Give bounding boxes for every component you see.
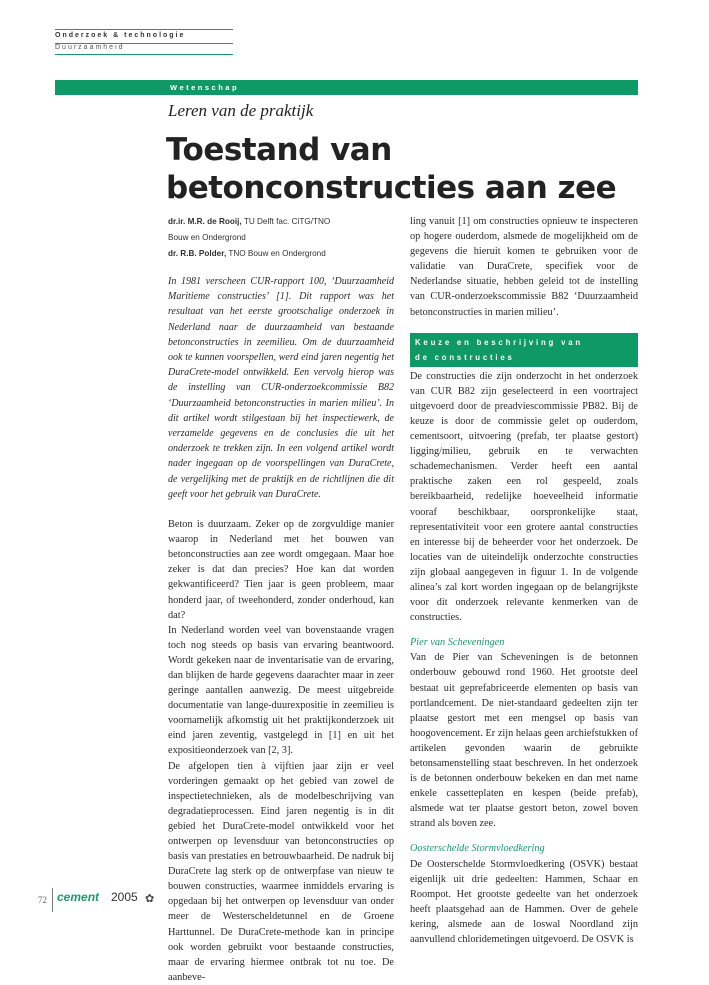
section-heading-line-1: Keuze en beschrijving van bbox=[415, 337, 583, 347]
gear-icon: ✿ bbox=[145, 893, 155, 905]
lead-paragraph: In 1981 verscheen CUR-rapport 100, ‘Duurzaamheid Maritieme constructies’ [1]. Dit rapport was het resultaat van het eerste grootschalige onderzoek in Nederland naar de duurzaamheid van bestaande betonconstructies in zeemilieu. Om de duurzaamheid ook te kunnen voorspellen, werd eind jaren negentig het DuraCrete-model ontwikkeld. Een vervolg hierop was de instelling van CUR-onderzoekcommissie B82 ‘Duurzaamheid betonconstructies in marien milieu’. In dit artikel wordt stilgestaan bij het inspectiewerk, de verzamelde gegevens en de conclusies die uit het onderzoek te trekken zijn. In een volgend artikel wordt nader ingegaan op de voorspellingen van DuraCrete, de vergelijking met de praktijk en de richtlijnen die dit geeft voor het gebruik van DuraCrete. bbox=[168, 276, 394, 500]
left-column bbox=[168, 214, 394, 985]
author-1-name: dr.ir. M.R. de Rooij, bbox=[168, 217, 242, 226]
subheading-pier: Pier van Scheveningen bbox=[410, 637, 505, 649]
right-column bbox=[410, 214, 638, 947]
title-line-2: betonconstructies aan zee bbox=[166, 170, 617, 206]
section-label: Onderzoek & technologie bbox=[55, 32, 186, 39]
category-banner bbox=[55, 80, 638, 95]
subheading-osvk: Oosterschelde Stormvloedkering bbox=[410, 843, 545, 855]
author-2-affiliation: TNO Bouw en Ondergrond bbox=[226, 249, 326, 258]
title-line-1: Toestand van bbox=[166, 132, 392, 168]
author-2-name: dr. R.B. Polder, bbox=[168, 249, 227, 258]
body-paragraph: Van de Pier van Scheveningen is de betonnen onderbouw gebouwd rond 1960. Het grootste deel bestaat uit geprefabriceerde elementen op basis van portlandcement. De niet-standaard gedeelten zijn ter plaatse gestort met een mengsel op basis van hoogovencement. Er zijn helaas geen archiefstukken of artikelen gevonden waarin de gebruikte betonsamenstelling staat beschreven. In het onderzoek is de betonnen onderbouw bekeken en dan met name enkele cassetteplaten en kespen (beide prefab), alsmede wat ter plaatse gestort beton, zowel boven strand als boven zee. bbox=[410, 652, 638, 830]
subsection-label: Duurzaamheid bbox=[55, 44, 125, 51]
section-heading-line-2: de constructies bbox=[415, 352, 515, 362]
body-paragraph: De afgelopen tien à vijftien jaar zijn er veel vorderingen gemaakt op het gebied van zowel de inspectietechnieken, als de modelbeschrijving van degradatieprocessen. Eind jaren negentig is in dit gebied het DuraCrete-model ontwikkeld voor het ontwerpen op levensduur van betonconstructies op basis van prestaties en betrouwbaarheid. De nadruk bij DuraCrete lag sterk op de ontwerpfase van nieuw te bouwen constructies, waarmee inmiddels ervaring is opgedaan bij het ontwerpen op levensduur van onder meer de Westerscheldetunnel en de Groene Harttunnel. De DuraCrete-methode kan in principe ook worden gebruikt voor bestaande constructies, maar de ervaring hiermee ontbrak tot nu toe. De aanbeve- bbox=[168, 760, 394, 983]
author-1-affiliation: TU Delft fac. CiTG/TNO bbox=[241, 217, 331, 226]
body-paragraph: ling vanuit [1] om constructies opnieuw te inspecteren op hogere ouderdom, alsmede de mogelijkheid om de gegevens die hieruit komen te gebruiken voor de validatie van DuraCrete, specifiek voor de Nederlandse situatie, hebben geleid tot de instelling van CUR-onderzoekscommissie B82 ‘Duurzaamheid betonconstructies in marien milieu’. bbox=[410, 216, 638, 318]
article-title bbox=[166, 131, 626, 207]
section-header bbox=[55, 29, 233, 44]
magazine-name: cement bbox=[57, 890, 100, 904]
page-footer bbox=[38, 888, 198, 910]
magazine-year: 2005 bbox=[111, 890, 138, 904]
body-paragraph: De constructies die zijn onderzocht in het onderzoek van CUR B82 zijn geselecteerd in een voortraject uitgevoerd door de preadviescommissie PB82. Bij de keuze is door de commissie gelet op ouderdom, cementsoort, uitvoering (prefab, ter plaatse gestort) ligging/milieu, gebruik en te verwachten schademechanismen. Verder heeft een aantal praktische zaken een rol gespeeld, zoals bereikbaarheid, redelijke hoeveelheid informatie vooraf beschikbaar, oorspronkelijke staat, representativiteit voor een grotere aantal constructies en interesse bij de beheerder voor het onderzoek. De locaties van de uiteindelijk onderzochte constructies zijn globaal aangegeven in figuur 1. In de volgende alinea’s zal kort worden ingegaan op de belangrijkste voor dit onderzoek relevante kenmerken van de constructies. bbox=[410, 370, 638, 624]
body-paragraph: In Nederland worden veel van bovenstaande vragen toch nog steeds op basis van ervaring beantwoord. Wordt gekeken naar de inventarisatie van de ervaring, dan blijken de harde gegevens daarachter maar in zeer geringe aantallen aanwezig. De meest uitgebreide documentatie van lange-duurexpositie in zeemilieu is voornamelijk afkomstig uit het praktijkonderzoek uit eind jaren zeventig, vastgelegd in [1] en uit het expositieonderzoek van [2, 3]. bbox=[168, 624, 394, 757]
page-number: 72 bbox=[38, 895, 47, 905]
body-paragraph: De Oosterschelde Stormvloedkering (OSVK) bestaat eigenlijk uit drie gedeelten: Hammen, Schaar en Roompot. Het grootste gedeelte van het onderzoek heeft plaatsgehad aan de Hammen. Over de gehele kering, alsmede aan de loswal Noordland zijn aanvullend chloridemetingen uitgevoerd. De OSVK is bbox=[410, 858, 638, 946]
subsection-header bbox=[55, 43, 233, 55]
category-label: Wetenschap bbox=[170, 83, 240, 92]
section-heading-box bbox=[410, 333, 638, 367]
body-paragraph: Beton is duurzaam. Zeker op de zorgvuldige manier waarop in Nederland met het bouwen van betonconstructies aan zee wordt omgegaan. Maar hoe zeker is dat dan precies? Hoe kan dat worden gekwantificeerd? Tien jaar is geen probleem, maar honderd jaar, of tweehonderd, zonder onderhoud, kan dat? bbox=[168, 519, 394, 621]
author-2 bbox=[168, 246, 394, 262]
author-1 bbox=[168, 214, 394, 230]
footer-divider bbox=[52, 888, 53, 912]
author-1-affiliation-2: Bouw en Ondergrond bbox=[168, 233, 246, 242]
article-subtitle: Leren van de praktijk bbox=[168, 101, 314, 120]
